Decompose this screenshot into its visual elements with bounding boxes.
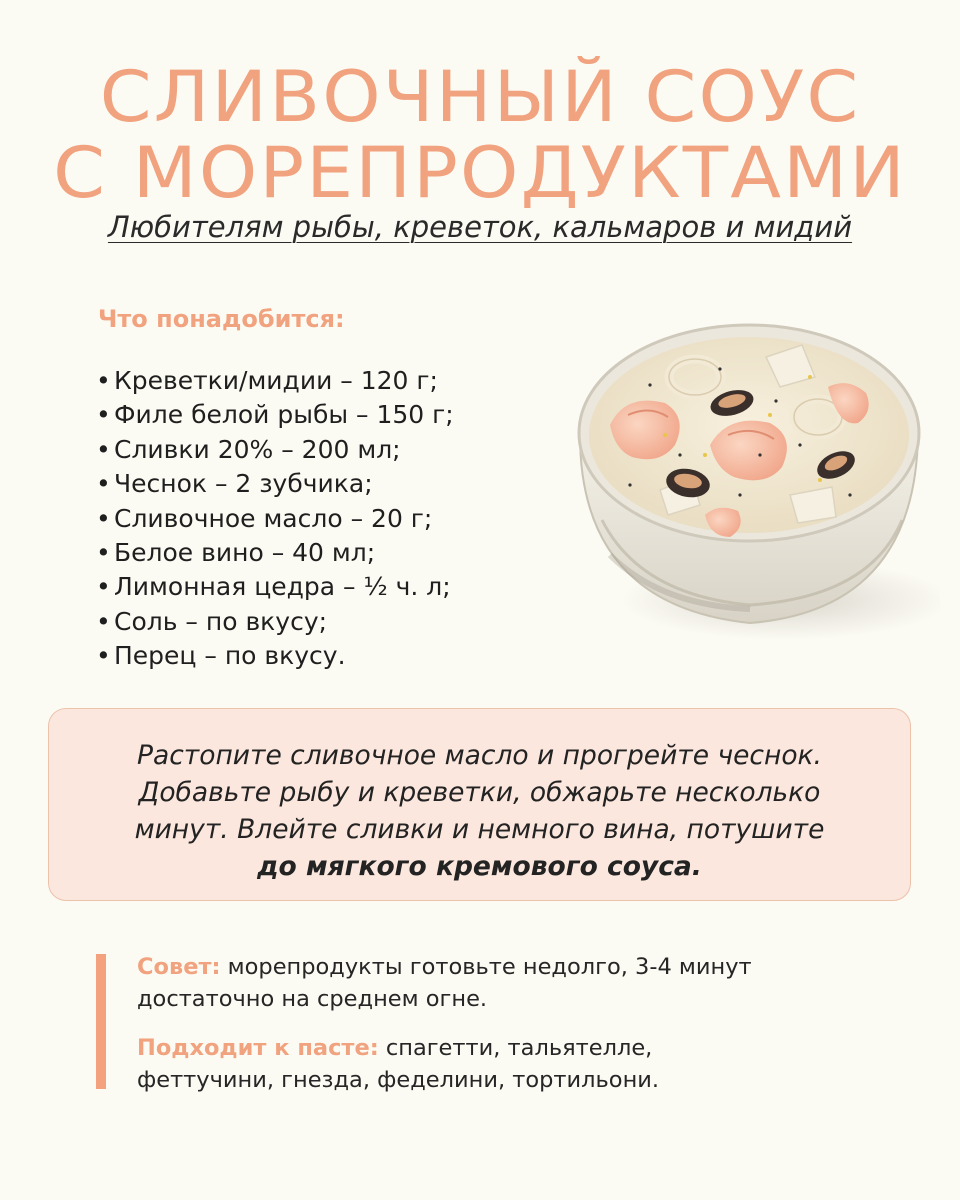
sauce-bowl-photo bbox=[570, 305, 940, 650]
instruction-line-2: Добавьте рыбу и креветки, обжарьте несколько bbox=[138, 777, 821, 808]
ingredient-item bbox=[96, 502, 454, 536]
ingredient-text: Лимонная цедра – ½ ч. л; bbox=[114, 572, 451, 602]
pasta-label: Подходит к пасте: bbox=[137, 1035, 379, 1061]
title-block bbox=[0, 56, 960, 214]
bullet-icon: • bbox=[96, 400, 111, 430]
ingredient-item bbox=[96, 433, 454, 467]
advice-text: морепродукты готовьте недолго, 3-4 минут bbox=[220, 954, 752, 980]
ingredient-item bbox=[96, 570, 454, 604]
ingredient-item bbox=[96, 364, 454, 398]
bullet-icon: • bbox=[96, 434, 111, 464]
ingredient-item bbox=[96, 536, 454, 570]
tips-accent-bar bbox=[96, 954, 106, 1089]
ingredient-item bbox=[96, 467, 454, 501]
ingredients-list bbox=[96, 364, 454, 674]
title-line-1: СЛИВОЧНЫЙ СОУС bbox=[99, 56, 861, 138]
pasta-line-2: феттучини, гнезда, феделини, тортильони. bbox=[137, 1067, 660, 1093]
bullet-icon: • bbox=[96, 572, 111, 602]
ingredient-item bbox=[96, 398, 454, 432]
ingredient-text: Сливки 20% – 200 мл; bbox=[114, 434, 401, 464]
advice-label: Совет: bbox=[137, 954, 221, 980]
ingredients-heading: Что понадобится: bbox=[98, 305, 345, 333]
instruction-box bbox=[48, 708, 911, 901]
title-line-2: С МОРЕПРОДУКТАМИ bbox=[53, 132, 907, 214]
ingredient-item bbox=[96, 605, 454, 639]
instruction-line-3: минут. Влейте сливки и немного вина, потушите bbox=[134, 814, 825, 845]
pasta-line-1 bbox=[137, 1032, 659, 1064]
bullet-icon: • bbox=[96, 606, 111, 636]
ingredient-text: Сливочное масло – 20 г; bbox=[114, 503, 433, 533]
ingredient-item bbox=[96, 639, 454, 673]
advice-tip bbox=[137, 951, 752, 1015]
bullet-icon: • bbox=[96, 503, 111, 533]
bullet-icon: • bbox=[96, 641, 111, 671]
instruction-line-4: до мягкого кремового соуса. bbox=[257, 851, 702, 882]
subtitle: Любителям рыбы, креветок, кальмаров и мидий bbox=[107, 210, 853, 244]
bullet-icon: • bbox=[96, 538, 111, 568]
bullet-icon: • bbox=[96, 469, 111, 499]
bullet-icon: • bbox=[96, 366, 111, 395]
instruction-line-1: Растопите сливочное масло и прогрейте чеснок. bbox=[137, 740, 822, 771]
ingredient-text: Соль – по вкусу; bbox=[114, 606, 328, 636]
ingredient-text: Филе белой рыбы – 150 г; bbox=[114, 400, 454, 430]
ingredient-text: Креветки/мидии – 120 г; bbox=[114, 366, 438, 395]
ingredient-text: Перец – по вкусу. bbox=[114, 641, 346, 671]
advice-line-2: достаточно на среднем огне. bbox=[137, 986, 488, 1012]
advice-line-1 bbox=[137, 951, 752, 983]
pasta-text: спагетти, тальятелле, bbox=[378, 1035, 653, 1061]
ingredient-text: Чеснок – 2 зубчика; bbox=[114, 469, 373, 499]
pasta-tip bbox=[137, 1032, 659, 1096]
ingredient-text: Белое вино – 40 мл; bbox=[114, 538, 376, 568]
